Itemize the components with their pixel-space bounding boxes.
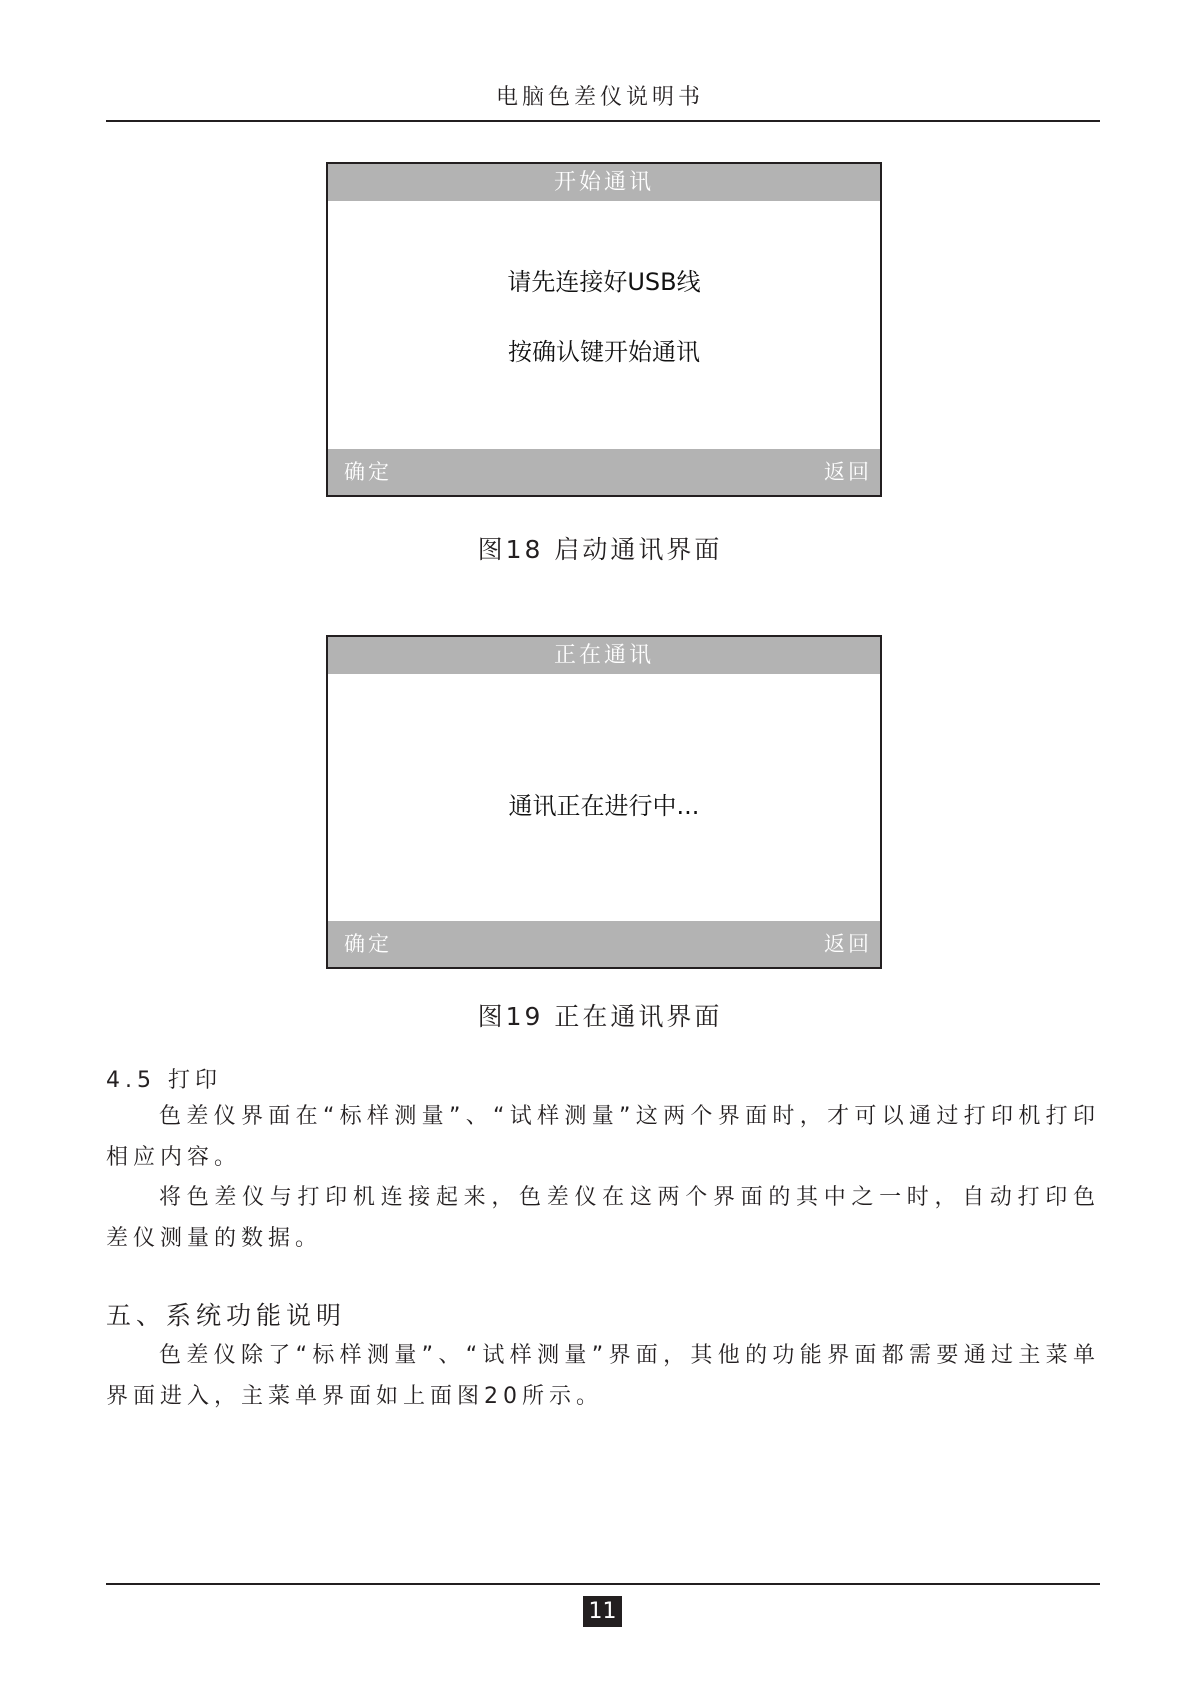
message-line: 按确认键开始通讯 <box>508 338 700 366</box>
header-title: 电脑色差仪说明书 <box>495 85 704 110</box>
paragraph: 色差仪界面在“标样测量”、“试样测量”这两个界面时，才可以通过打印机打印相应内容。 <box>106 1104 1100 1170</box>
screen-title: 正在通讯 <box>328 637 880 674</box>
confirm-button[interactable]: 确定 <box>344 460 392 484</box>
screen-title: 开始通讯 <box>328 164 880 201</box>
paragraph: 色差仪除了“标样测量”、“试样测量”界面，其他的功能界面都需要通过主菜单界面进入，主菜单界面如上面图20所示。 <box>106 1343 1100 1409</box>
section-heading: 五、系统功能说明 <box>106 1301 347 1330</box>
confirm-button[interactable]: 确定 <box>344 932 392 956</box>
start-communication-screen <box>326 162 882 497</box>
back-button[interactable]: 返回 <box>824 932 872 956</box>
softkey-bar <box>328 921 880 967</box>
message-line: 请先连接好USB线 <box>507 268 701 296</box>
communicating-screen <box>326 635 882 969</box>
footer-divider <box>106 1583 1100 1585</box>
paragraph: 将色差仪与打印机连接起来，色差仪在这两个界面的其中之一时，自动打印色差仪测量的数据。 <box>106 1185 1100 1251</box>
section-heading: 4.5 打印 <box>106 1068 222 1093</box>
figure-caption: 图18 启动通讯界面 <box>477 535 723 564</box>
page-number: 11 <box>583 1596 622 1627</box>
figure-caption: 图19 正在通讯界面 <box>477 1002 723 1031</box>
back-button[interactable]: 返回 <box>824 460 872 484</box>
softkey-bar <box>328 449 880 495</box>
message-line: 通讯正在进行中... <box>508 792 700 820</box>
header-divider <box>106 120 1100 122</box>
